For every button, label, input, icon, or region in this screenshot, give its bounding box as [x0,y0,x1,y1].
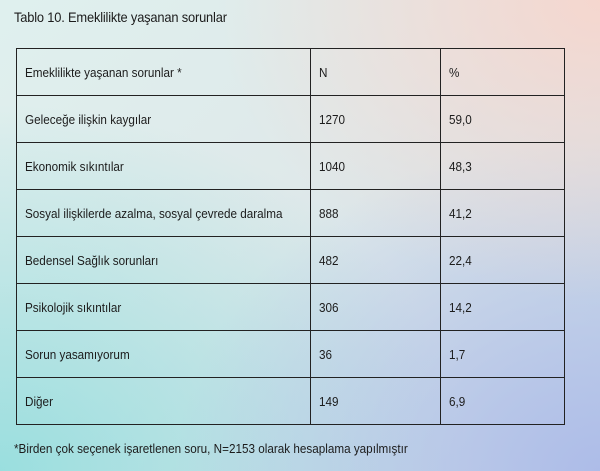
cell-problem: Geleceğe ilişkin kaygılar [17,96,311,143]
data-table [16,48,565,425]
cell-n: 1040 [311,143,441,190]
cell-n: 306 [311,284,441,331]
footnote: *Birden çok seçenek işaretlenen soru, N=2153 olarak hesaplama yapılmıştır [14,441,408,456]
cell-problem: Bedensel Sağlık sorunları [17,237,311,284]
cell-percent: 6,9 [441,378,565,425]
cell-n: 1270 [311,96,441,143]
cell-problem: Sorun yasamıyorum [17,331,311,378]
table-row [17,190,565,237]
cell-problem: Diğer [17,378,311,425]
header-cell-percent: % [441,49,565,96]
table-row [17,96,565,143]
table-header-row [17,49,565,96]
cell-percent: 22,4 [441,237,565,284]
cell-problem: Sosyal ilişkilerde azalma, sosyal çevrede daralma [17,190,311,237]
table-row [17,284,565,331]
cell-n: 482 [311,237,441,284]
cell-percent: 59,0 [441,96,565,143]
table-row [17,143,565,190]
table-row [17,331,565,378]
cell-percent: 48,3 [441,143,565,190]
cell-percent: 14,2 [441,284,565,331]
header-cell-problem: Emeklilikte yaşanan sorunlar * [17,49,311,96]
cell-n: 149 [311,378,441,425]
cell-percent: 1,7 [441,331,565,378]
cell-percent: 41,2 [441,190,565,237]
cell-n: 888 [311,190,441,237]
cell-n: 36 [311,331,441,378]
header-cell-n: N [311,49,441,96]
cell-problem: Ekonomik sıkıntılar [17,143,311,190]
table-title: Tablo 10. Emeklilikte yaşanan sorunlar [14,9,227,25]
cell-problem: Psikolojik sıkıntılar [17,284,311,331]
table-row [17,378,565,425]
table-row [17,237,565,284]
